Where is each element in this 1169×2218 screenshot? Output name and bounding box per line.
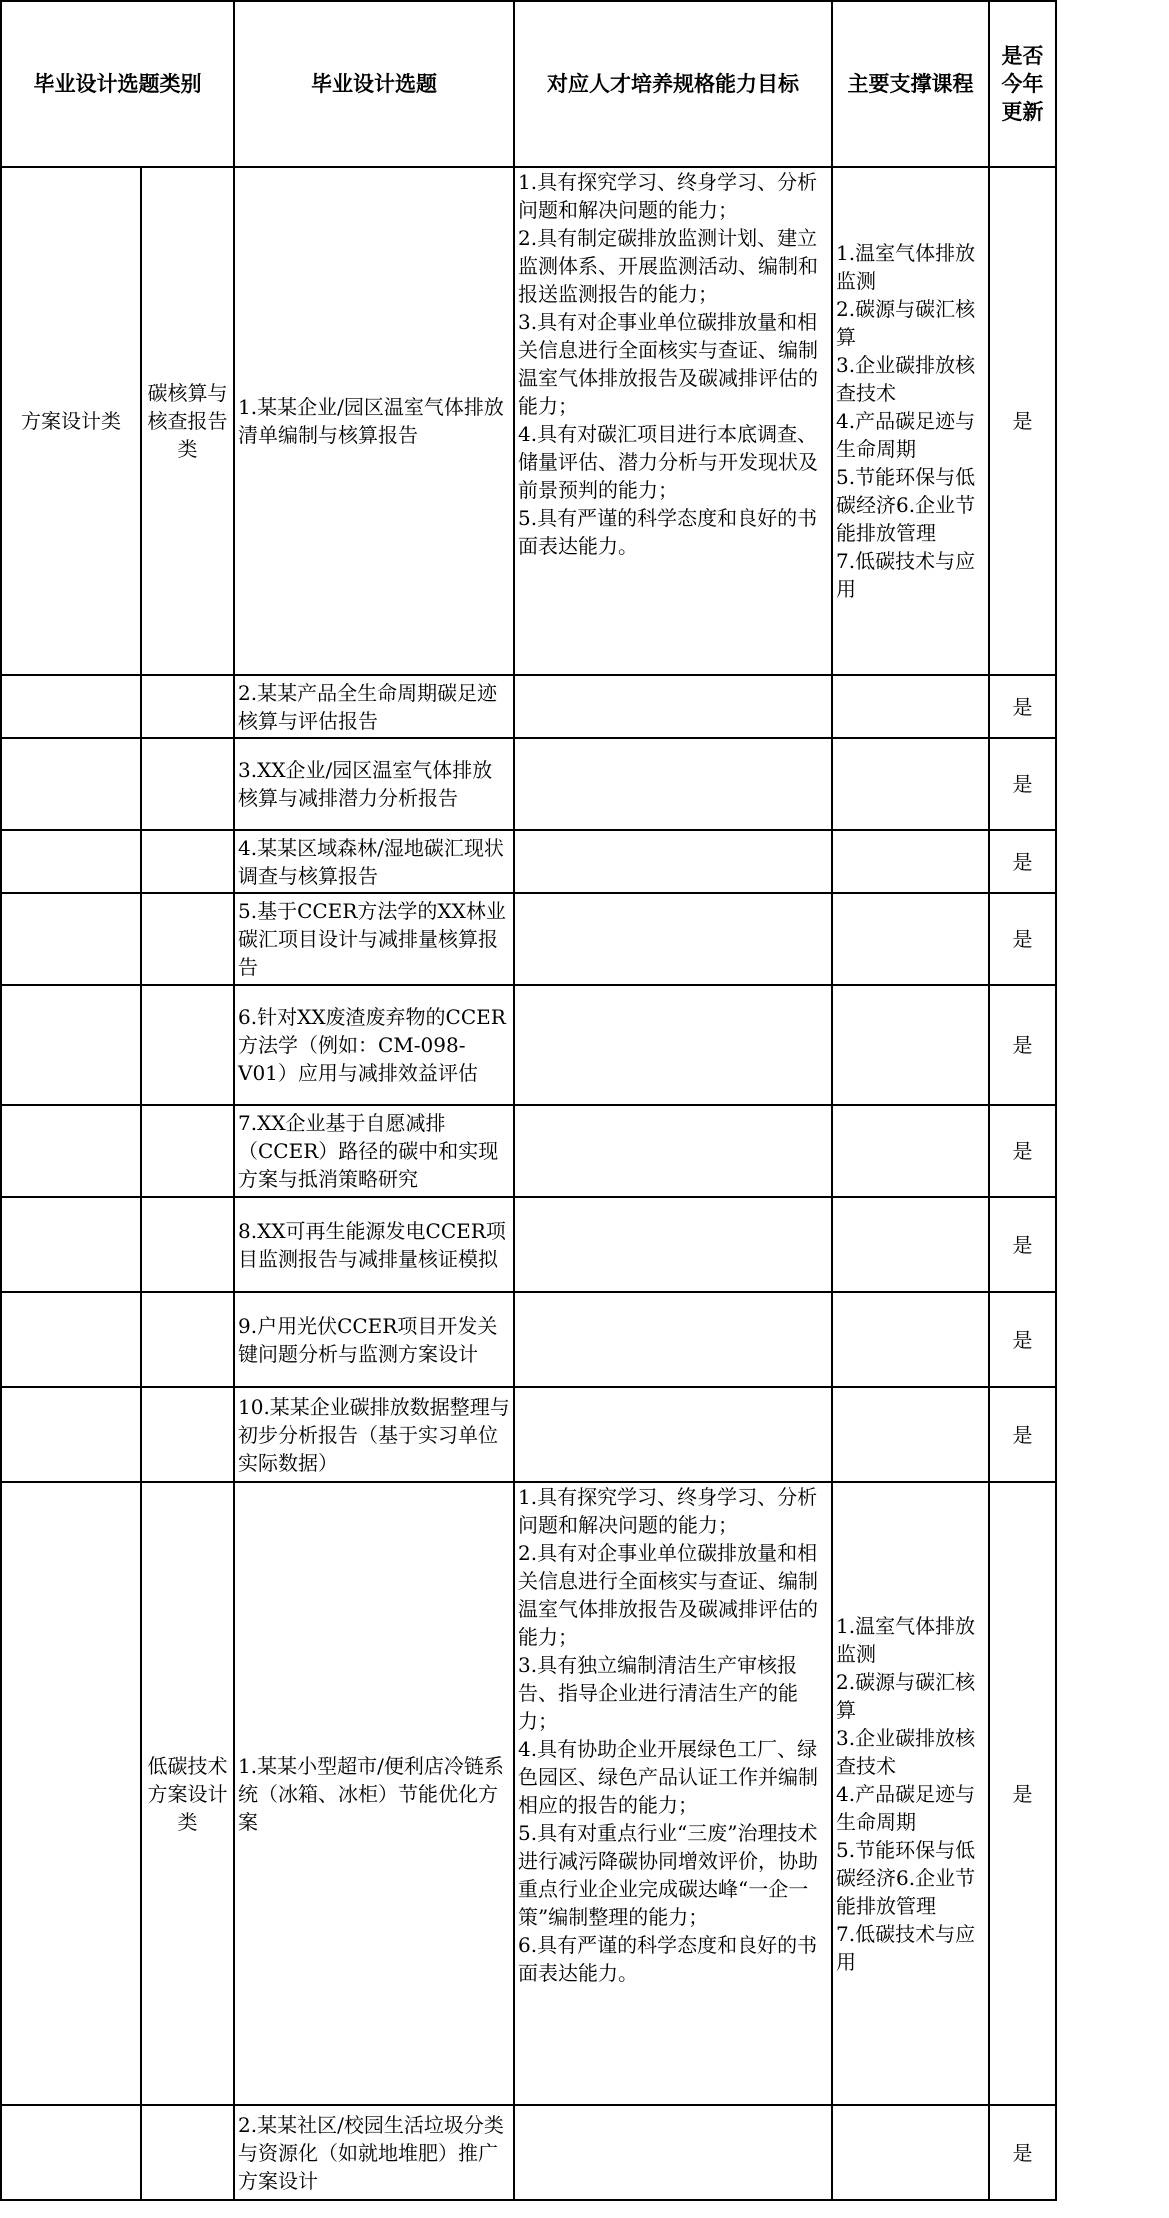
topic-cell: 9.户用光伏CCER项目开发关键问题分析与监测方案设计 xyxy=(234,1292,514,1387)
table-row xyxy=(1,675,1056,738)
course-item: 1.温室气体排放监测 xyxy=(836,1613,976,1666)
category-sub-cell: 低碳技术方案设计类 xyxy=(141,1482,234,2105)
topic-cell: 5.基于CCER方法学的XX林业碳汇项目设计与减排量核算报告 xyxy=(234,893,514,985)
table-row xyxy=(1,893,1056,985)
topic-cell: 8.XX可再生能源发电CCER项目监测报告与减排量核证模拟 xyxy=(234,1197,514,1292)
topic-cell: 7.XX企业基于自愿减排（CCER）路径的碳中和实现方案与抵消策略研究 xyxy=(234,1105,514,1197)
ability-item: 1.具有探究学习、终身学习、分析问题和解决问题的能力； xyxy=(518,170,818,222)
course-item: 5.节能环保与低碳经济6.企业节能排放管理 xyxy=(836,1837,976,1918)
ability-item: 3.具有对企事业单位碳排放量和相关信息进行全面核实与查证、编制温室气体排放报告及碳减排评估的能力； xyxy=(518,310,818,418)
ability-item: 5.具有严谨的科学态度和良好的书面表达能力。 xyxy=(518,506,818,558)
table-row xyxy=(1,985,1056,1105)
header-row xyxy=(1,1,1056,167)
updated-cell: 是 xyxy=(989,167,1056,675)
ability-item: 2.具有对企事业单位碳排放量和相关信息进行全面核实与查证、编制温室气体排放报告及碳减排评估的能力； xyxy=(518,1541,818,1649)
course-item: 2.碳源与碳汇核算 xyxy=(836,297,976,349)
topic-cell: 1.某某企业/园区温室气体排放清单编制与核算报告 xyxy=(234,167,514,675)
table-row xyxy=(1,738,1056,830)
ability-item: 2.具有制定碳排放监测计划、建立监测体系、开展监测活动、编制和报送监测报告的能力； xyxy=(518,226,818,306)
topic-cell: 10.某某企业碳排放数据整理与初步分析报告（基于实习单位实际数据） xyxy=(234,1387,514,1482)
course-item: 5.节能环保与低碳经济6.企业节能排放管理 xyxy=(836,465,976,545)
updated-cell: 是 xyxy=(989,1292,1056,1387)
topic-cell: 1.某某小型超市/便利店冷链系统（冰箱、冰柜）节能优化方案 xyxy=(234,1482,514,2105)
course-item: 2.碳源与碳汇核算 xyxy=(836,1669,976,1722)
course-item: 3.企业碳排放核查技术 xyxy=(836,1725,976,1778)
ability-item: 4.具有对碳汇项目进行本底调查、储量评估、潜力分析与开发现状及前景预判的能力； xyxy=(518,422,818,502)
updated-cell: 是 xyxy=(989,1105,1056,1197)
courses-cell xyxy=(832,1482,989,2105)
topic-cell: 4.某某区域森林/湿地碳汇现状调查与核算报告 xyxy=(234,830,514,893)
ability-cell xyxy=(514,1482,832,2105)
table-row xyxy=(1,1105,1056,1197)
topic-cell: 2.某某社区/校园生活垃圾分类与资源化（如就地堆肥）推广方案设计 xyxy=(234,2105,514,2200)
course-item: 7.低碳技术与应用 xyxy=(836,1921,976,1974)
updated-cell: 是 xyxy=(989,1482,1056,2105)
updated-cell: 是 xyxy=(989,1387,1056,1482)
ability-item: 3.具有独立编制清洁生产审核报告、指导企业进行清洁生产的能力； xyxy=(518,1653,798,1733)
header-updated: 是否今年更新 xyxy=(989,1,1056,167)
updated-cell: 是 xyxy=(989,1197,1056,1292)
updated-cell: 是 xyxy=(989,675,1056,738)
topic-cell: 6.针对XX废渣废弃物的CCER方法学（例如：CM-098-V01）应用与减排效益评估 xyxy=(234,985,514,1105)
updated-cell: 是 xyxy=(989,2105,1056,2200)
ability-item: 1.具有探究学习、终身学习、分析问题和解决问题的能力； xyxy=(518,1485,818,1537)
ability-item: 5.具有对重点行业“三废”治理技术进行减污降碳协同增效评价，协助重点行业企业完成碳达峰“一企一策”编制整理的能力； xyxy=(518,1821,818,1929)
course-item: 3.企业碳排放核查技术 xyxy=(836,353,976,405)
table-row xyxy=(1,1482,1056,2105)
table-row xyxy=(1,830,1056,893)
category-sub-cell: 碳核算与核查报告类 xyxy=(141,167,234,675)
topic-cell: 2.某某产品全生命周期碳足迹核算与评估报告 xyxy=(234,675,514,738)
table-row xyxy=(1,167,1056,675)
category-main-cell: 方案设计类 xyxy=(1,167,141,675)
ability-item: 6.具有严谨的科学态度和良好的书面表达能力。 xyxy=(518,1933,818,1985)
ability-cell xyxy=(514,167,832,675)
table-row xyxy=(1,1197,1056,1292)
header-ability: 对应人才培养规格能力目标 xyxy=(514,1,832,167)
topic-cell: 3.XX企业/园区温室气体排放核算与减排潜力分析报告 xyxy=(234,738,514,830)
updated-cell: 是 xyxy=(989,893,1056,985)
course-item: 4.产品碳足迹与生命周期 xyxy=(836,409,976,461)
updated-cell: 是 xyxy=(989,985,1056,1105)
course-item: 1.温室气体排放监测 xyxy=(836,241,976,293)
ability-item: 4.具有协助企业开展绿色工厂、绿色园区、绿色产品认证工作并编制相应的报告的能力； xyxy=(518,1737,818,1817)
courses-cell xyxy=(832,167,989,675)
updated-cell: 是 xyxy=(989,830,1056,893)
table-row xyxy=(1,1292,1056,1387)
header-category: 毕业设计选题类别 xyxy=(1,1,234,167)
table-row xyxy=(1,1387,1056,1482)
header-topic: 毕业设计选题 xyxy=(234,1,514,167)
table-row xyxy=(1,2105,1056,2200)
updated-cell: 是 xyxy=(989,738,1056,830)
header-courses: 主要支撑课程 xyxy=(832,1,989,167)
course-item: 7.低碳技术与应用 xyxy=(836,549,976,601)
course-item: 4.产品碳足迹与生命周期 xyxy=(836,1781,976,1834)
